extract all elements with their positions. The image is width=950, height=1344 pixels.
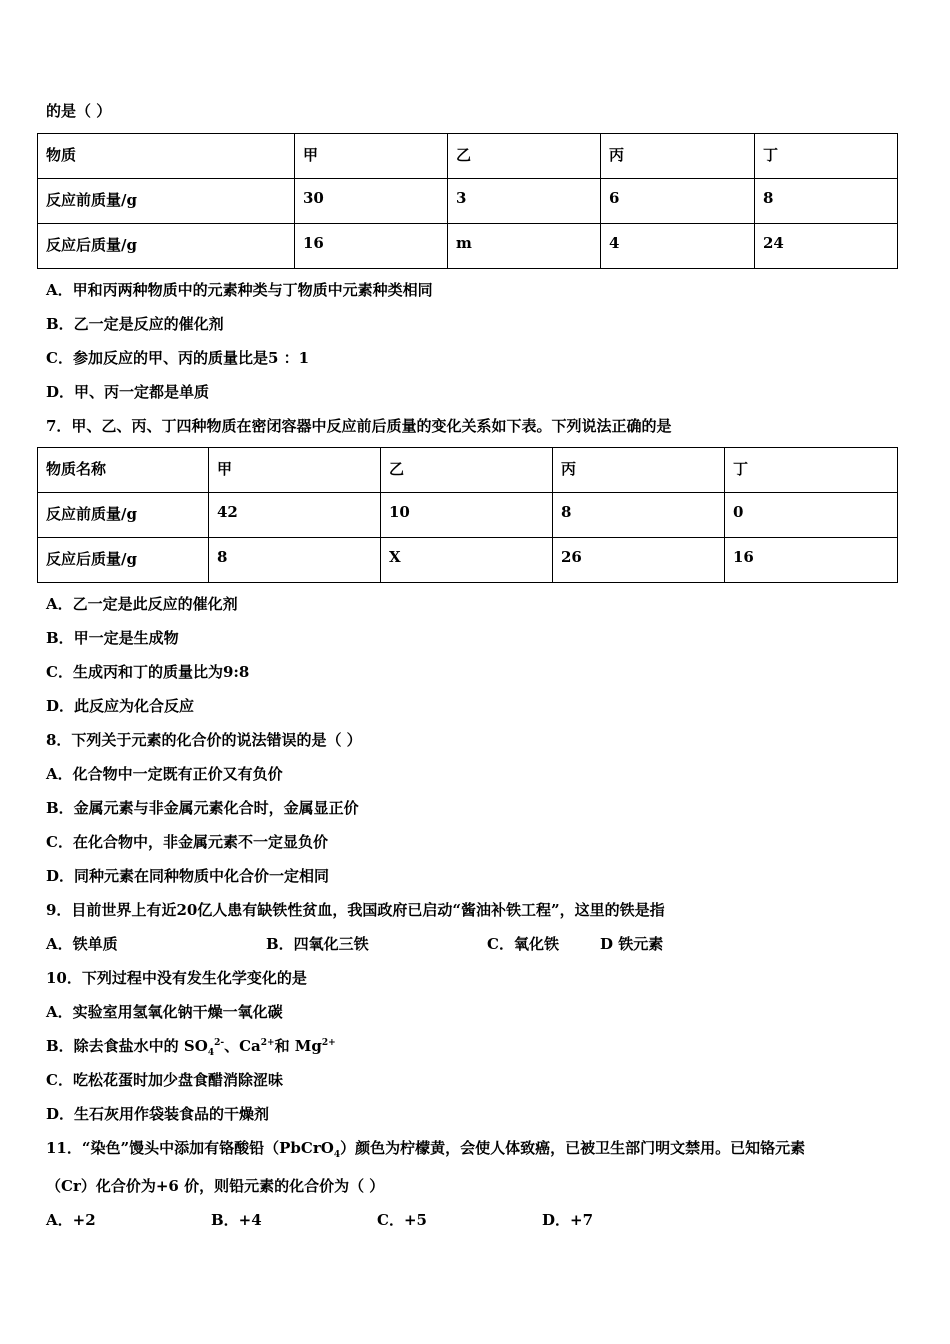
superscript: 2+ bbox=[260, 1038, 275, 1048]
q8-option-d: D．同种元素在同种物质中化合价一定相同 bbox=[46, 867, 330, 885]
table-cell: 物质 bbox=[38, 134, 295, 179]
table-cell: 30 bbox=[295, 179, 448, 224]
q6-option-b: B．乙一定是反应的催化剂 bbox=[46, 315, 224, 333]
q7-option-a: A．乙一定是此反应的催化剂 bbox=[46, 595, 238, 613]
q9-stem: 9．目前世界上有近20亿人患有缺铁性贫血，我国政府已启动“酱油补铁工程”，这里的铁是指 bbox=[46, 901, 665, 919]
q9-option-d: D 铁元素 bbox=[600, 935, 664, 953]
subscript: 4 bbox=[207, 1048, 215, 1058]
option-text: 和 Mg bbox=[274, 1037, 322, 1055]
table-cell: 10 bbox=[381, 493, 553, 538]
q8-stem: 8．下列关于元素的化合价的说法错误的是（ ） bbox=[46, 731, 362, 749]
q6-option-c: C．参加反应的甲、丙的质量比是5 ：1 bbox=[46, 349, 310, 367]
table-cell: 42 bbox=[209, 493, 381, 538]
table-header-row bbox=[38, 448, 898, 493]
subscript: 4 bbox=[333, 1150, 341, 1160]
q11-stem-line1 bbox=[46, 1138, 805, 1158]
table-cell: m bbox=[448, 224, 601, 269]
q9-option-b: B．四氧化三铁 bbox=[266, 935, 369, 953]
table-cell: 丁 bbox=[725, 448, 898, 493]
table-row bbox=[38, 538, 898, 583]
table-cell: 3 bbox=[448, 179, 601, 224]
q6-table bbox=[37, 133, 898, 269]
table-row bbox=[38, 224, 898, 269]
q8-option-b: B．金属元素与非金属元素化合时，金属显正价 bbox=[46, 799, 359, 817]
table-cell: 8 bbox=[755, 179, 898, 224]
q7-stem: 7．甲、乙、丙、丁四种物质在密闭容器中反应前后质量的变化关系如下表。下列说法正确的是 bbox=[46, 417, 672, 435]
table-cell: 反应前质量/g bbox=[38, 179, 295, 224]
q10-option-b bbox=[46, 1036, 336, 1056]
table-cell: 物质名称 bbox=[38, 448, 209, 493]
table-cell: 4 bbox=[601, 224, 755, 269]
q6-option-a: A．甲和丙两种物质中的元素种类与丁物质中元素种类相同 bbox=[46, 281, 433, 299]
stem-text: 11．“染色”馒头中添加有铬酸铅（PbCrO bbox=[46, 1139, 334, 1157]
option-text: 、Ca bbox=[224, 1037, 261, 1055]
table-cell: 8 bbox=[553, 493, 725, 538]
q7-option-c: C．生成丙和丁的质量比为9:8 bbox=[46, 663, 250, 681]
q11-stem-line2: （Cr）化合价为+6 价，则铅元素的化合价为（ ） bbox=[46, 1177, 385, 1195]
q8-option-a: A．化合物中一定既有正价又有负价 bbox=[46, 765, 283, 783]
q8-option-c: C．在化合物中，非金属元素不一定显负价 bbox=[46, 833, 328, 851]
table-cell: 24 bbox=[755, 224, 898, 269]
superscript: 2+ bbox=[321, 1038, 336, 1048]
q11-option-d: D．+7 bbox=[542, 1211, 594, 1229]
table-cell: 8 bbox=[209, 538, 381, 583]
table-cell: 丁 bbox=[755, 134, 898, 179]
table-cell: 6 bbox=[601, 179, 755, 224]
table-cell: 反应后质量/g bbox=[38, 224, 295, 269]
table-cell: 16 bbox=[725, 538, 898, 583]
q11-option-b: B．+4 bbox=[211, 1211, 262, 1229]
q11-option-c: C．+5 bbox=[377, 1211, 427, 1229]
table-cell: 甲 bbox=[209, 448, 381, 493]
table-cell: 甲 bbox=[295, 134, 448, 179]
q10-option-c: C．吃松花蛋时加少盘食醋消除涩味 bbox=[46, 1071, 283, 1089]
table-row bbox=[38, 179, 898, 224]
q6-option-d: D．甲、丙一定都是单质 bbox=[46, 383, 210, 401]
table-cell: 反应前质量/g bbox=[38, 493, 209, 538]
table-cell: 乙 bbox=[381, 448, 553, 493]
table-cell: 丙 bbox=[601, 134, 755, 179]
table-cell: 乙 bbox=[448, 134, 601, 179]
superscript: 2- bbox=[214, 1038, 225, 1048]
q10-stem: 10．下列过程中没有发生化学变化的是 bbox=[46, 969, 307, 987]
table-cell: X bbox=[381, 538, 553, 583]
table-cell: 反应后质量/g bbox=[38, 538, 209, 583]
q11-option-a: A．+2 bbox=[46, 1211, 96, 1229]
table-cell: 丙 bbox=[553, 448, 725, 493]
table-cell: 26 bbox=[553, 538, 725, 583]
q7-option-b: B．甲一定是生成物 bbox=[46, 629, 179, 647]
q9-option-c: C．氧化铁 bbox=[487, 935, 559, 953]
option-text: B．除去食盐水中的 SO bbox=[46, 1037, 208, 1055]
q7-table bbox=[37, 447, 898, 583]
table-header-row bbox=[38, 134, 898, 179]
table-row bbox=[38, 493, 898, 538]
table-cell: 0 bbox=[725, 493, 898, 538]
q9-option-a: A．铁单质 bbox=[46, 935, 118, 953]
q7-option-d: D．此反应为化合反应 bbox=[46, 697, 195, 715]
table-cell: 16 bbox=[295, 224, 448, 269]
stem-text: ）颜色为柠檬黄，会使人体致癌，已被卫生部门明文禁用。已知铬元素 bbox=[340, 1139, 806, 1157]
q10-option-a: A．实验室用氢氧化钠干燥一氧化碳 bbox=[46, 1003, 283, 1021]
q10-option-d: D．生石灰用作袋装食品的干燥剂 bbox=[46, 1105, 270, 1123]
q6-stem-tail: 的是（ ） bbox=[46, 102, 112, 120]
